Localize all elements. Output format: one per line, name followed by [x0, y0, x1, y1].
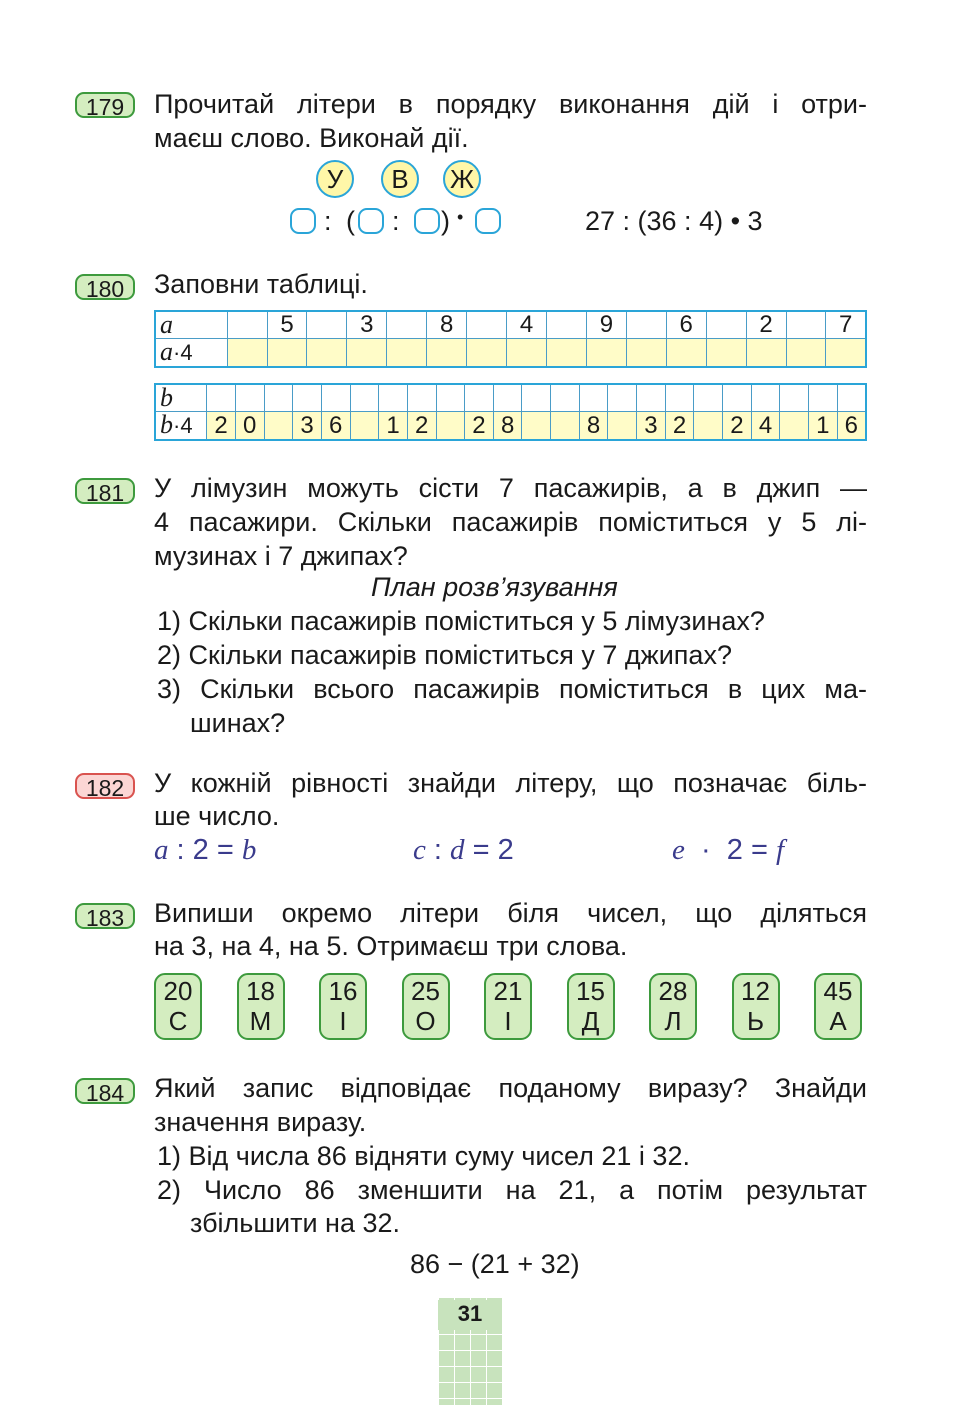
card-letter: О — [415, 1006, 436, 1036]
table-cell[interactable]: 4 — [507, 311, 547, 339]
table-cell[interactable] — [227, 311, 267, 339]
ex184-option-2: 2) Число 86 зменшити на 21, а потім результат — [157, 1175, 867, 1205]
table-cell[interactable] — [780, 384, 809, 412]
card-number: 15 — [576, 976, 605, 1006]
number-letter-card — [732, 973, 780, 1040]
table-cell[interactable]: 6 — [666, 311, 706, 339]
table-cell[interactable] — [235, 384, 264, 412]
table-cell[interactable] — [467, 339, 507, 368]
equation-1: a : 2 = b — [154, 834, 257, 866]
card-number: 25 — [411, 976, 440, 1006]
table-cell[interactable] — [307, 311, 347, 339]
ex181-text-line1: У лімузин можуть сісти 7 пасажирів, а в джип — — [154, 473, 867, 503]
table-cell[interactable] — [837, 384, 866, 412]
table-cell[interactable]: 8 — [579, 412, 608, 441]
pattern-dot: • — [457, 207, 464, 227]
exercise-number-179: 179 — [75, 92, 135, 118]
card-letter: С — [168, 1006, 188, 1036]
table-cell[interactable] — [264, 384, 293, 412]
card-number: 16 — [328, 976, 358, 1006]
page-number-block — [438, 1298, 502, 1405]
letter-circle-u: У — [316, 160, 354, 198]
table-cell[interactable] — [586, 339, 626, 368]
card-letter: Ь — [746, 1006, 765, 1036]
exercise-number-182: 182 — [75, 773, 135, 799]
table-cell[interactable] — [407, 384, 436, 412]
table-label-a-times-4: a·4 — [155, 339, 227, 368]
card-letter: І — [504, 1006, 512, 1036]
table-cell[interactable] — [264, 412, 293, 441]
letter-circle-zh: Ж — [443, 160, 481, 198]
table-cell[interactable] — [321, 384, 350, 412]
exercise-number-180: 180 — [75, 274, 135, 300]
table-cell[interactable] — [436, 412, 465, 441]
card-number: 18 — [246, 976, 275, 1006]
table-cell[interactable]: 3 — [347, 311, 387, 339]
plan-step-3-cont: шинах? — [190, 708, 286, 738]
number-letter-card — [319, 973, 367, 1040]
card-letter: Д — [581, 1006, 600, 1036]
number-letter-card — [154, 973, 202, 1040]
pattern-colon-1: : — [324, 206, 332, 236]
table-cell[interactable]: 2 — [407, 412, 436, 441]
table-cell[interactable] — [379, 384, 408, 412]
table-cell[interactable] — [694, 384, 723, 412]
card-letter: Л — [664, 1006, 682, 1036]
ex181-text-line3: музинах і 7 джипах? — [154, 541, 408, 571]
table-cell[interactable] — [546, 339, 586, 368]
answer-slot-4[interactable] — [475, 208, 501, 234]
table-cell[interactable] — [706, 311, 746, 339]
ex184-option-1: 1) Від числа 86 відняти суму чисел 21 і 32. — [157, 1141, 690, 1171]
table-cell[interactable]: 8 — [427, 311, 467, 339]
table-cell[interactable]: 7 — [826, 311, 866, 339]
answer-slot-2[interactable] — [358, 208, 384, 234]
number-letter-card — [484, 973, 532, 1040]
exercise-number-181: 181 — [75, 478, 135, 504]
table-cell[interactable] — [427, 339, 467, 368]
table-cell[interactable] — [694, 412, 723, 441]
table-cell[interactable] — [387, 311, 427, 339]
table-cell[interactable] — [350, 384, 379, 412]
table-cell[interactable]: 2 — [207, 412, 236, 441]
table-cell[interactable] — [665, 384, 694, 412]
ex179-text-line1: Прочитай літери в порядку виконання дій і отри- — [154, 89, 867, 119]
plan-step-1: 1) Скільки пасажирів поміститься у 5 лімузинах? — [157, 606, 765, 636]
table-cell[interactable] — [207, 384, 236, 412]
table-cell[interactable] — [522, 412, 551, 441]
card-number: 45 — [823, 976, 853, 1006]
table-cell[interactable] — [746, 339, 786, 368]
ex180-text: Заповни таблиці. — [154, 269, 368, 299]
card-number: 12 — [741, 976, 770, 1006]
table-label-b-times-4: b·4 — [155, 412, 207, 441]
table-cell[interactable] — [751, 384, 780, 412]
table-cell[interactable] — [626, 339, 666, 368]
table-a-times-4 — [154, 310, 867, 368]
table-cell[interactable] — [826, 339, 866, 368]
table-cell[interactable] — [551, 384, 580, 412]
ex179-text-line2: маєш слово. Виконай дії. — [154, 123, 469, 153]
ex184-text-line2: значення виразу. — [154, 1107, 367, 1137]
card-letter: І — [339, 1006, 347, 1036]
ex179-expression: 27 : (36 : 4) • 3 — [585, 206, 763, 236]
table-cell[interactable]: 5 — [267, 311, 307, 339]
ex183-text-line1: Випиши окремо літери біля чисел, що діляться — [154, 898, 867, 928]
ex184-expression: 86 − (21 + 32) — [410, 1249, 580, 1279]
table-cell[interactable] — [465, 384, 494, 412]
table-cell[interactable] — [293, 384, 322, 412]
card-number: 20 — [163, 976, 193, 1006]
table-cell[interactable]: 1 — [379, 412, 408, 441]
table-cell[interactable] — [637, 384, 666, 412]
table-cell[interactable] — [350, 412, 379, 441]
plan-step-2: 2) Скільки пасажирів поміститься у 7 джипах? — [157, 640, 732, 670]
equation-2: c : d = 2 — [413, 834, 514, 866]
exercise-number-184: 184 — [75, 1078, 135, 1104]
table-cell[interactable]: 2 — [723, 412, 752, 441]
table-cell[interactable]: 8 — [493, 412, 522, 441]
number-letter-card — [814, 973, 862, 1040]
number-letter-card — [567, 973, 615, 1040]
table-cell[interactable] — [786, 311, 826, 339]
ex184-option-2-cont: збільшити на 32. — [190, 1208, 401, 1238]
table-cell[interactable] — [347, 339, 387, 368]
card-number: 21 — [493, 976, 523, 1006]
plan-title: План розв’язування — [371, 572, 618, 602]
ex182-text-line2: ше число. — [154, 801, 280, 831]
table-cell[interactable]: 4 — [751, 412, 780, 441]
table-cell[interactable] — [522, 384, 551, 412]
table-cell[interactable] — [666, 339, 706, 368]
table-cell[interactable]: 2 — [465, 412, 494, 441]
table-cell[interactable]: 3 — [293, 412, 322, 441]
table-cell[interactable] — [608, 412, 637, 441]
table-cell[interactable] — [307, 339, 347, 368]
number-letter-card — [649, 973, 697, 1040]
table-cell[interactable] — [493, 384, 522, 412]
table-cell[interactable] — [706, 339, 746, 368]
table-cell[interactable]: 6 — [321, 412, 350, 441]
table-cell[interactable]: 3 — [637, 412, 666, 441]
table-cell[interactable] — [436, 384, 465, 412]
table-cell[interactable] — [579, 384, 608, 412]
answer-slot-3[interactable] — [414, 208, 440, 234]
table-cell[interactable] — [267, 339, 307, 368]
number-letter-card — [402, 973, 450, 1040]
exercise-number-183: 183 — [75, 903, 135, 929]
card-number: 28 — [658, 976, 688, 1006]
plan-step-3: 3) Скільки всього пасажирів поміститься в цих ма- — [157, 674, 867, 704]
table-cell[interactable] — [227, 339, 267, 368]
table-cell[interactable]: 6 — [837, 412, 866, 441]
table-cell[interactable] — [551, 412, 580, 441]
pattern-left-paren: ( — [346, 206, 355, 236]
answer-slot-1[interactable] — [290, 208, 316, 234]
table-cell[interactable]: 2 — [665, 412, 694, 441]
card-letter: М — [249, 1006, 272, 1036]
equation-3: e · 2 = f — [672, 834, 785, 866]
table-cell[interactable] — [780, 412, 809, 441]
table-cell[interactable]: 2 — [746, 311, 786, 339]
table-cell[interactable] — [786, 339, 826, 368]
pattern-colon-2: : — [392, 206, 400, 236]
table-label-b: b — [155, 384, 207, 412]
table-b-times-4 — [154, 383, 867, 441]
card-letter: А — [829, 1006, 847, 1036]
table-cell[interactable] — [507, 339, 547, 368]
table-cell[interactable]: 1 — [809, 412, 838, 441]
table-cell[interactable] — [608, 384, 637, 412]
table-cell[interactable] — [809, 384, 838, 412]
table-cell[interactable]: 9 — [586, 311, 626, 339]
ex181-text-line2: 4 пасажири. Скільки пасажирів поміститься у 5 лі- — [154, 507, 867, 537]
table-cell[interactable] — [626, 311, 666, 339]
table-cell[interactable] — [546, 311, 586, 339]
pattern-right-paren: ) — [441, 206, 450, 236]
ex182-text-line1: У кожній рівності знайди літеру, що позначає біль- — [154, 768, 867, 798]
page-number: 31 — [438, 1300, 502, 1330]
table-cell[interactable] — [723, 384, 752, 412]
number-letter-card — [237, 973, 285, 1040]
table-label-a: a — [155, 311, 227, 339]
table-cell[interactable] — [387, 339, 427, 368]
ex184-text-line1: Який запис відповідає поданому виразу? Знайди — [154, 1073, 867, 1103]
letter-circle-v: В — [381, 160, 419, 198]
ex183-text-line2: на 3, на 4, на 5. Отримаєш три слова. — [154, 931, 628, 961]
table-cell[interactable]: 0 — [235, 412, 264, 441]
table-cell[interactable] — [467, 311, 507, 339]
